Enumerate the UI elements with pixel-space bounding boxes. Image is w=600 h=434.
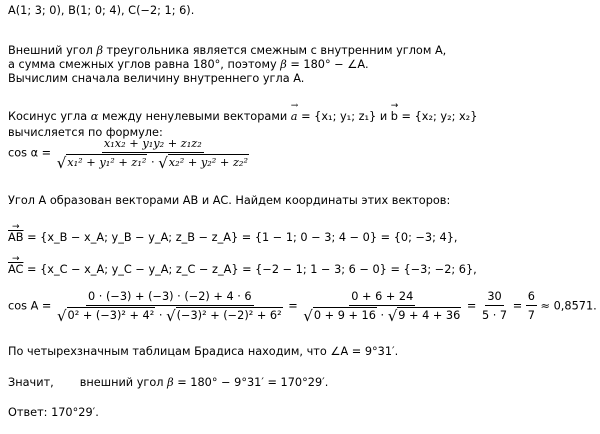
fraction-2-numerator: 0 + 6 + 24 [349,290,415,306]
cos-a-fraction-4 [526,290,537,323]
dot-operator: · [380,309,385,322]
beta-symbol: β [96,44,103,57]
beta-symbol: β [280,58,287,71]
vector-a-coords: = {x₁; y₁; z₁} и [297,110,391,123]
fraction-3-numerator: 30 [485,290,503,306]
bradis-line: По четырехзначным таблицам Брадиса находим, что ∠A = 9°31′. [8,345,399,358]
cosine-lhs: cos α = [8,146,52,160]
cosine-text-1b: между ненулевыми векторами [98,110,291,123]
cos-a-computation [8,290,597,323]
vector-b: → b [390,101,399,123]
vector-ac-line [8,254,477,277]
cos-a-fraction-2 [301,290,463,323]
conclusion-text-a: внешний угол [79,376,168,389]
intro-line-1 [8,44,446,58]
vector-ab-label: → $\overline{AB}$ [8,222,24,244]
intro-line-2 [8,58,369,72]
cosine-numerator: x₁x₂ + y₁y₂ + z₁z₂ [102,137,204,153]
fraction-4-numerator: 6 [526,290,537,306]
conclusion-label: Значит, [8,376,54,389]
fraction-2-denominator [301,306,463,323]
sqrt-right: √x₂² + y₂² + z₂² [158,154,248,172]
beta-symbol: β [167,376,174,389]
fraction-4-denominator: 7 [527,309,535,322]
vector-ab-expression: = {x_B − x_A; y_B − y_A; z_B − z_A} = {1 − 1; 0 − 3; 4 − 0} = {0; −3; 4}, [23,231,458,244]
vector-ab-line [8,222,458,245]
vector-ac-label: → $\overline{AC}$ [8,254,24,276]
equals-sign: = [466,299,477,313]
conclusion-text-b: = 180° − 9°31′ = 170°29′. [173,376,329,389]
cos-a-lhs: cos A = [8,299,52,313]
approx-value: ≈ 0,8571. [540,299,597,313]
alpha-symbol: α [90,110,99,123]
cosine-line-2: вычисляется по формуле: [8,126,163,139]
cosine-formula [8,137,251,170]
intro-text-1b: треугольника является смежным с внутренним углом A, [102,44,447,57]
fraction-3-denominator: 5 · 7 [481,309,508,322]
vector-ac-expression: = {x_C − x_A; y_C − y_A; z_C − z_A} = {−2 − 1; 1 − 3; 6 − 0} = {−3; −2; 6}, [23,263,477,276]
fraction-1-denominator [55,306,285,323]
cosine-denominator [55,153,251,170]
vectors-intro: Угол A образован векторами AB и AC. Найдем координаты этих векторов: [8,194,451,207]
sqrt-left: √x₁² + y₁² + z₁² [56,154,147,172]
cosine-line-1 [8,101,478,124]
vector-b-coords: = {x₂; y₂; x₂} [397,110,478,123]
fraction-1-numerator: 0 · (−3) + (−3) · (−2) + 4 · 6 [86,290,254,306]
answer-label: Ответ: [8,406,48,419]
equals-sign: = [512,299,523,313]
sqrt-f1-right: √(−3)² + (−2)² + 6² [166,307,282,325]
sqrt-f2-left: √0 + 9 + 16 [303,307,376,325]
intro-line-3: Вычислим сначала величину внутреннего угла A. [8,72,305,85]
dot-operator: · [151,156,155,169]
sqrt-f2-right: √9 + 4 + 36 [387,307,461,325]
equals-sign: = [288,299,298,313]
conclusion-line [8,376,328,390]
intro-text-2a: а сумма смежных углов равна 180°, поэтому [8,58,281,71]
cosine-fraction [55,137,251,170]
intro-text-2b: = 180° − ∠A. [286,58,369,71]
cos-a-fraction-3 [480,290,509,323]
cos-a-fraction-1 [55,290,285,323]
sqrt-f1-left: √0² + (−3)² + 4² [56,307,155,325]
dot-operator: · [158,309,163,322]
answer-line [8,406,99,420]
answer-value: 170°29′. [51,406,99,419]
points-line: A(1; 3; 0), B(1; 0; 4), C(−2; 1; 6). [8,4,195,17]
vector-a: → a [290,101,299,123]
cosine-text-1a: Косинус угла [8,110,91,123]
intro-text-1a: Внешний угол [8,44,97,57]
